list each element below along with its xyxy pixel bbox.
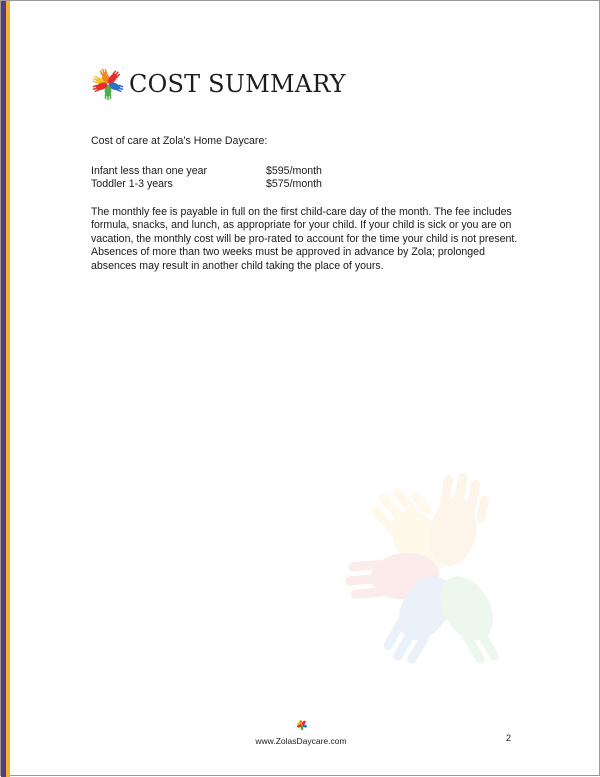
page-header: [91, 67, 346, 101]
rate-price: $595/month: [266, 164, 322, 177]
fee-policy-paragraph: The monthly fee is payable in full on the first child-care day of the month. The fee includes formula, snacks, and lunch, as appropriate for your child. If your child is sick or you are on vacation, the monthly cost will be pro-rated to account for the time your child is not present. Absences of more than two weeks must be approved in advance by Zola; prolonged absences may result in another child taking the place of yours.: [91, 205, 518, 272]
rate-label: Infant less than one year: [91, 164, 208, 177]
page-title: COST SUMMARY: [129, 70, 346, 98]
hands-watermark-icon: [331, 441, 561, 681]
page-number: 2: [506, 733, 512, 743]
rate-row: [91, 178, 531, 192]
rate-row: [91, 165, 531, 179]
footer-website: www.ZolasDaycare.com: [255, 736, 347, 746]
intro-text: Cost of care at Zola's Home Daycare:: [91, 135, 268, 147]
hands-logo-icon: [91, 67, 125, 101]
left-stripe-gold: [6, 1, 10, 777]
page-content: [91, 135, 531, 273]
rates-table: [91, 165, 531, 192]
rate-label: Toddler 1-3 years: [91, 178, 173, 190]
footer-hands-logo-icon: [295, 718, 309, 732]
rate-price: $575/month: [266, 178, 322, 190]
